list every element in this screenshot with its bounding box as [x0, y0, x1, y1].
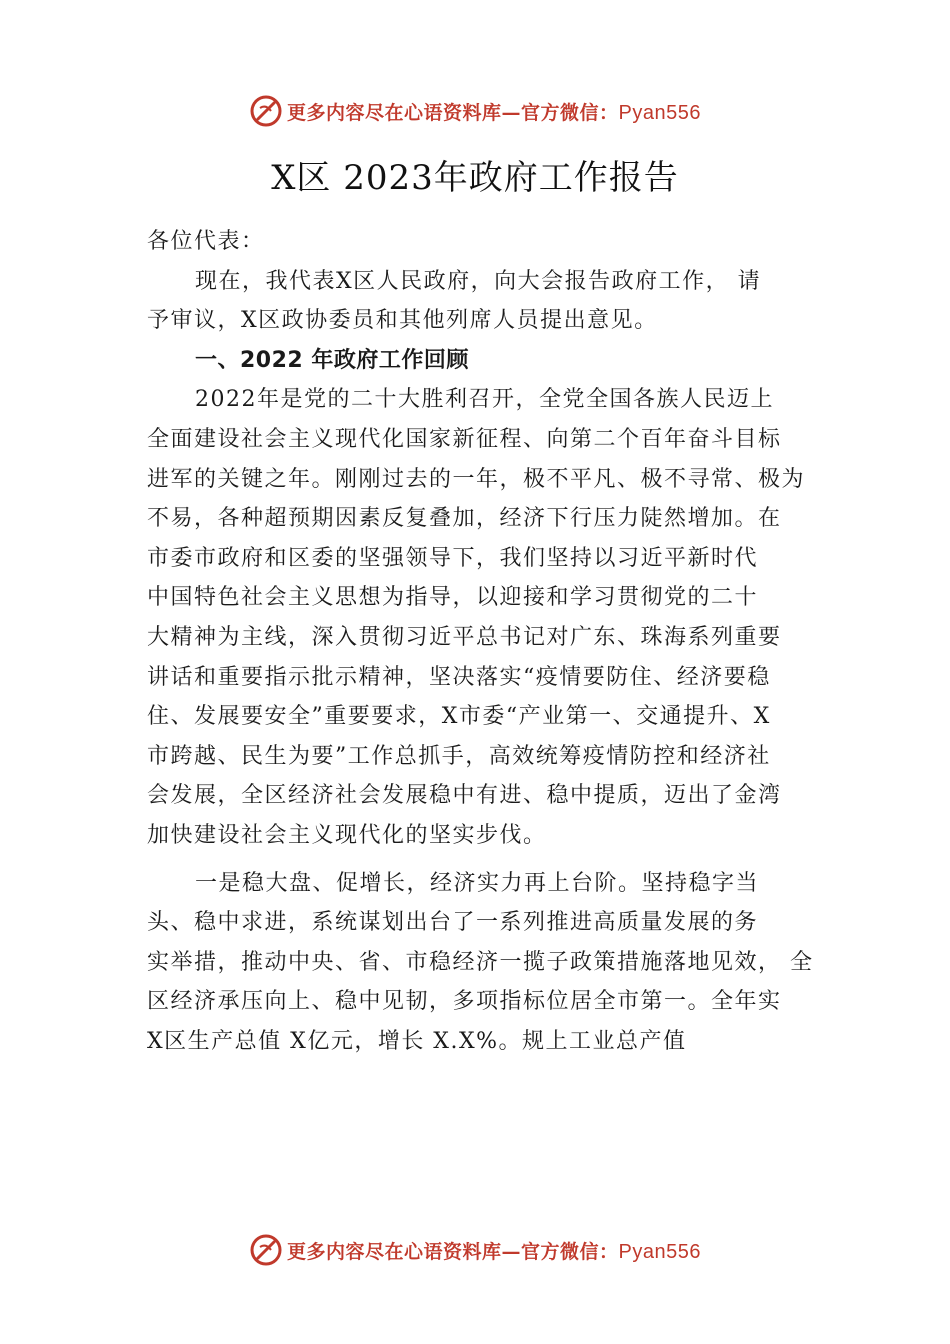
- text-line: 各位代表：: [147, 229, 265, 254]
- text-line: 2022年是党的二十大胜利召开，全党全国各族人民迈上: [195, 387, 774, 413]
- watermark-handle: Pyan556: [618, 101, 701, 124]
- text-line: 不易，各种超预期因素反复叠加，经济下行压力陡然增加。在: [147, 506, 782, 532]
- text-line: 市跨越、民生为要”工作总抓手，高效统筹疫情防控和经济社: [147, 743, 771, 769]
- watermark-handle: Pyan556: [618, 1240, 701, 1263]
- text-line: 一是稳大盘、促增长，经济实力再上台阶。坚持稳字当: [195, 870, 760, 896]
- text-line: 予审议，X区政协委员和其他列席人员提出意见。: [147, 308, 658, 334]
- text-line: 住、发展要安全”重要要求，X市委“产业第一、交通提升、X: [147, 704, 771, 730]
- text-line: 现在，我代表X区人民政府，向大会报告政府工作， 请: [195, 268, 762, 294]
- section-heading: 一、2022 年政府工作回顾: [195, 347, 469, 373]
- paragraph-gap: [147, 856, 819, 864]
- watermark-banner-top: [0, 94, 950, 134]
- watermark-text: 更多内容尽在心语资料库—官方微信：: [287, 101, 619, 124]
- text-line: 大精神为主线，深入贯彻习近平总书记对广东、珠海系列重要: [147, 624, 782, 650]
- text-line: 中国特色社会主义思想为指导，以迎接和学习贯彻党的二十: [147, 585, 759, 611]
- report-body: [147, 222, 819, 1061]
- text-line: 会发展，全区经济社会发展稳中有进、稳中提质，迈出了金湾: [147, 783, 782, 809]
- brush-logo-icon: [249, 94, 283, 128]
- brush-logo-icon: [249, 1233, 283, 1267]
- text-line: 进军的关键之年。刚刚过去的一年，极不平凡、极不寻常、极为: [147, 466, 806, 492]
- watermark-text: 更多内容尽在心语资料库—官方微信：: [287, 1240, 619, 1263]
- text-line: 全面建设社会主义现代化国家新征程、向第二个百年奋斗目标: [147, 426, 782, 452]
- text-line: 加快建设社会主义现代化的坚实步伐。: [147, 822, 547, 848]
- text-line: X区生产总值 X亿元，增长 X.X%。规上工业总产值: [147, 1028, 687, 1054]
- watermark-banner-bottom: [0, 1233, 950, 1273]
- text-line: 市委市政府和区委的坚强领导下，我们坚持以习近平新时代: [147, 545, 759, 571]
- text-line: 头、稳中求进，系统谋划出台了一系列推进高质量发展的务: [147, 910, 759, 936]
- text-line: 实举措，推动中央、省、市稳经济一揽子政策措施落地见效， 全: [147, 949, 814, 975]
- text-line: 区经济承压向上、稳中见韧，多项指标位居全市第一。全年实: [147, 989, 782, 1015]
- text-line: 讲话和重要指示批示精神，坚决落实“疫情要防住、经济要稳: [147, 664, 771, 690]
- page-title: X区 2023年政府工作报告: [271, 158, 679, 198]
